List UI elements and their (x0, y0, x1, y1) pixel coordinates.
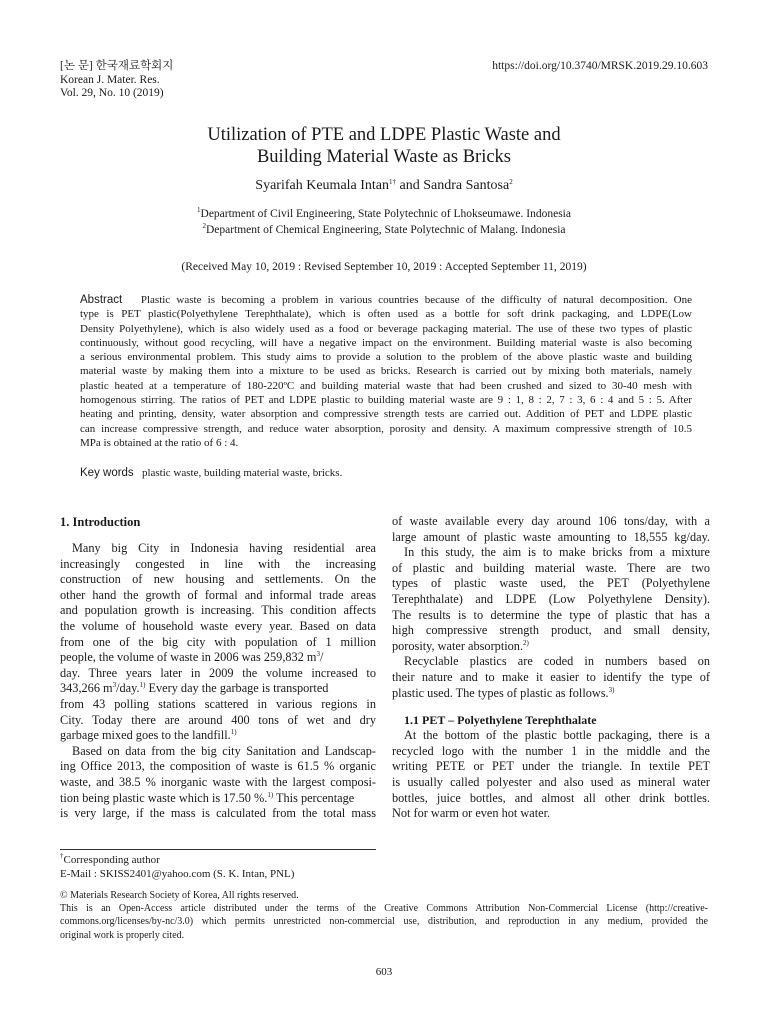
body-text: This percentage (273, 790, 355, 805)
footnote-divider (60, 849, 376, 850)
abstract-line: plastic heated at a temperature of 180-220ºC and building material waste that had been crushed and sized to 30-40 mesh with (80, 379, 692, 392)
abstract-line: continuously, without good recycling, will have a negative impact on the environment. Building material waste is also becoming (80, 336, 692, 349)
body-line: Recyclable plastics are coded in numbers based on (404, 654, 710, 669)
body-line: City. Today there are around 400 tons of wet and dry (60, 712, 376, 727)
body-line (60, 650, 376, 666)
journal-header (60, 60, 173, 101)
body-line: Many big City in Indonesia having residential area (72, 541, 376, 555)
keywords-text: plastic waste, building material waste, bricks. (141, 467, 343, 479)
body-line (60, 791, 376, 807)
author-list (60, 178, 708, 194)
body-line: day. Three years later in 2009 the volume increased to (60, 665, 376, 680)
abstract (80, 293, 692, 450)
body-column-left (60, 514, 376, 822)
journal-volume: Vol. 29, No. 10 (2019) (60, 87, 164, 99)
license-notice (60, 889, 708, 942)
abstract-line-text: Plastic waste is becoming a problem in various countries because of the difficulty of natural decomposition. One (140, 294, 692, 306)
abstract-line: homogenous stirring. The ratios of PET and LDPE plastic to building material waste are 9 : 1, 8 : 2, 7 : 3, 6 : 4 and 5 : 5. After (80, 394, 692, 407)
body-line: In this study, the aim is to make bricks from a mixture (404, 545, 710, 560)
body-text: plastic used. The types of plastic as follows. (392, 685, 609, 700)
body-text: Every day the garbage is transported (145, 681, 329, 696)
doi-link[interactable]: https://doi.org/10.3740/MRSK.2019.29.10.603 (492, 60, 708, 72)
body-line: other hand the growth of formal and informal trade areas (60, 587, 376, 602)
body-line: types of plastic waste used, the PET (Polyethylene (392, 576, 710, 591)
affiliation-1-text: Department of Civil Engineering, State Polytechnic of Lhokseumawe. Indonesia (200, 208, 571, 220)
body-line: large amount of plastic waste amounting to 18,555 kg/day. (392, 529, 710, 544)
author-1-mark: 1† (389, 178, 397, 186)
body-line: Terephthalate) and LDPE (Low Polyethylene Density). (392, 591, 710, 606)
affiliations (60, 206, 708, 238)
body-line: recycled logo with the number 1 in the middle and the (392, 743, 710, 758)
body-line: Not for warm or even hot water. (392, 806, 551, 821)
body-line: is very large, if the mass is calculated from the total mass (60, 806, 376, 821)
abstract-line: Density Polyethylene), which is also widely used as a food or beverage packaging material. The use of these two types of plastic (80, 322, 692, 335)
keywords (80, 466, 342, 480)
author-2: Sandra Santosa (423, 178, 510, 193)
body-line: ing Office 2013, the composition of waste is 61.5 % organic (60, 759, 376, 774)
superscript: 3 (112, 681, 117, 690)
abstract-line (80, 293, 692, 307)
abstract-label: Abstract (80, 294, 123, 306)
superscript: 3 (316, 650, 320, 659)
body-line: bottles, juice bottles, and almost all other drink bottles. (392, 790, 710, 805)
body-line (60, 728, 376, 744)
body-line: their nature and to make it easier to identify the type of (392, 669, 710, 684)
page-number: 603 (375, 966, 393, 978)
dagger-mark: † (60, 852, 64, 860)
citation-ref: 1) (267, 790, 274, 799)
body-line: increasingly congested in line with the increasing (60, 556, 376, 571)
received-dates: (Received May 10, 2019 : Revised September 10, 2019 : Accepted September 11, 2019) (181, 261, 587, 273)
license-line: This is an Open-Access article distributed under the terms of the Creative Commons Attribution Non-Commercial License (http://creative- (60, 903, 708, 915)
body-line: from one of the big city with population of 1 million (60, 634, 376, 649)
body-text: people, the volume of waste in 2006 was 259,832 m (60, 650, 317, 665)
body-text: garbage mixed goes to the landfill. (60, 728, 231, 743)
affiliation-1 (60, 206, 708, 222)
citation-ref: 3) (608, 685, 615, 694)
body-text: /day. (116, 681, 140, 696)
affiliation-1-number: 1 (197, 206, 201, 214)
body-line: construction of new housing and settlements. On the (60, 572, 376, 587)
abstract-line: type is PET plastic(Polyethylene Terephthalate), which is often used as a bottle for soft drink packaging, and LDPE(Low (80, 308, 692, 321)
body-line: writing PETE or PET under the triangle. In textile PET (392, 759, 710, 774)
license-line: original work is properly cited. (60, 929, 185, 941)
affiliation-2-number: 2 (202, 222, 206, 230)
footnote-line (60, 853, 294, 867)
body-line: Based on data from the big city Sanitation and Landscap- (72, 743, 376, 758)
copyright-line: © Materials Research Society of Korea, All rights reserved. (60, 890, 299, 901)
journal-korean-title: [논 문] 한국재료학회지 (60, 60, 174, 72)
body-line: from 43 polling stations scattered in various regions in (60, 696, 376, 711)
body-line: the volume of household waste every year. Based on data (60, 618, 376, 633)
body-line: of plastic and building material waste. There are two (392, 560, 710, 575)
abstract-line: heating and printing, density, water absorption and compressive strength tests are carried out. Addition of PET and LDPE plastic (80, 408, 692, 421)
body-text: / (319, 650, 324, 665)
footnote-email[interactable]: E-Mail : SKISS2401@yahoo.com (S. K. Intan, PNL) (60, 868, 295, 880)
body-line: At the bottom of the plastic bottle packaging, there is a (404, 728, 710, 743)
body-line: high compressive strength product, and small density, (392, 623, 710, 638)
subsection-heading-pet: 1.1 PET – Polyethylene Terephthalate (404, 713, 597, 728)
citation-ref: 1) (139, 681, 146, 690)
paper-title (60, 124, 708, 168)
keywords-label: Key words (80, 467, 134, 479)
body-line (392, 639, 710, 655)
body-text: porosity, water absorption. (392, 638, 524, 653)
body-line: waste, and 38.5 % inorganic waste with the largest composi- (60, 774, 376, 789)
footnote-corresponding: Corresponding author (63, 854, 160, 866)
body-line (392, 686, 710, 702)
license-line: commons.org/licenses/by-nc/3.0) which permits unrestricted non-commercial use, distribution, and reproduction in any medium, provided the (60, 916, 708, 928)
body-line: is usually called polyester and also used as mineral water (392, 774, 710, 789)
author-connector: and (396, 178, 424, 193)
body-line (60, 681, 376, 697)
section-heading-introduction: 1. Introduction (60, 515, 141, 529)
author-1: Syarifah Keumala Intan (255, 178, 390, 193)
title-line-1: Utilization of PTE and LDPE Plastic Waste and (207, 125, 561, 145)
abstract-line: can increase compressive strength, and reduce water absorption, porosity and density. A maximum compressive strength of 10.5 (80, 422, 692, 435)
abstract-line: material waste by making them into a mixture to be used as bricks. Research is carried out by mixing both materials, namely (80, 365, 692, 378)
body-line: and population growth is increasing. This condition affects (60, 603, 376, 618)
body-line: The results is to determine the type of plastic that has a (392, 607, 710, 622)
body-column-right (392, 514, 710, 822)
affiliation-2-text: Department of Chemical Engineering, State Polytechnic of Malang. Indonesia (205, 224, 566, 236)
body-line: of waste available every day around 106 tons/day, with a (392, 514, 710, 528)
citation-ref: 1) (230, 728, 237, 737)
abstract-line: MPa is obtained at the ratio of 6 : 4. (80, 436, 239, 449)
corresponding-author-footnote (60, 853, 294, 881)
title-line-2: Building Material Waste as Bricks (256, 147, 512, 167)
author-2-mark: 2 (509, 178, 513, 186)
citation-ref: 2) (523, 638, 529, 647)
abstract-line: a serious environmental problem. This study aims to provide a solution to the problem of the above plastic waste and building (80, 351, 692, 364)
body-text: tion being plastic waste which is 17.50 %. (60, 790, 268, 805)
journal-abbreviation: Korean J. Mater. Res. (60, 73, 160, 86)
body-text: 343,266 m (60, 681, 113, 696)
affiliation-2 (60, 222, 708, 238)
